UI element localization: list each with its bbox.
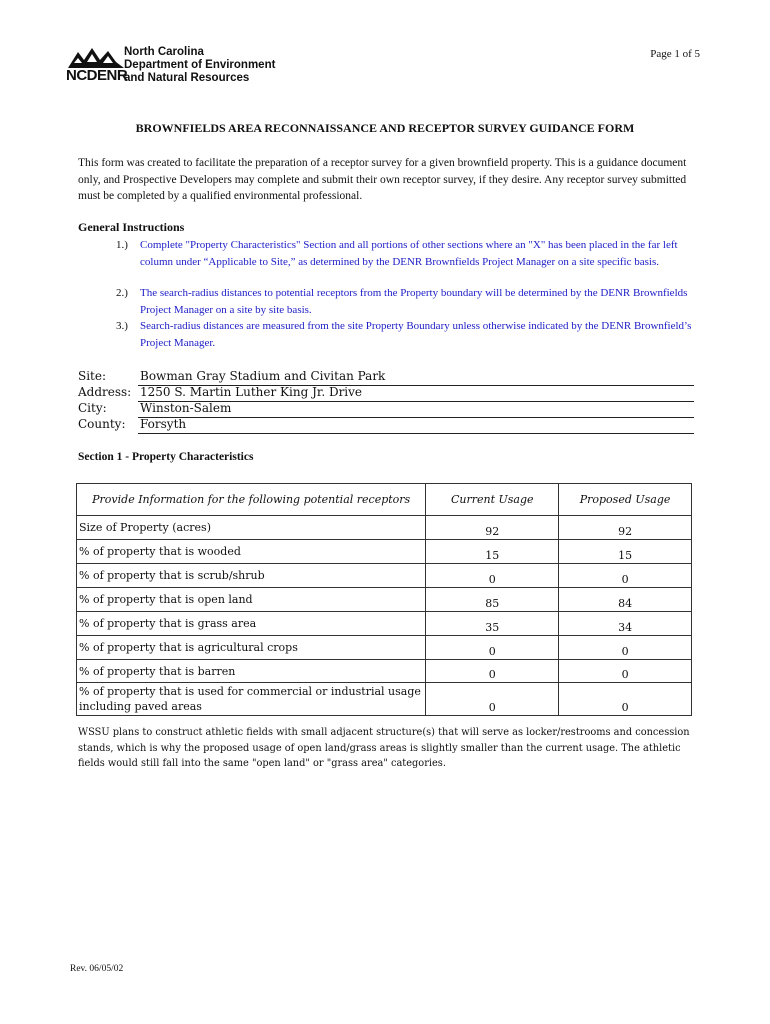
intro-paragraph: This form was created to facilitate the preparation of a receptor survey for a given brownfield property. This is a guidance document only, and Prospective Developers may complete and submit their own receptor survey, if they desire. Any receptor survey submitted must be completed by a qualified environmental professional. xyxy=(78,157,687,202)
city-row: City: Winston-Salem xyxy=(78,401,693,417)
column-header-receptor: Provide Information for the following potential receptors xyxy=(77,484,426,516)
instruction-item: 3.) Search-radius distances are measured from the site Property Boundary unless otherwise indicated by the DENR Brownfield’s Project Manager. xyxy=(116,320,692,349)
form-title: BROWNFIELDS AREA RECONNAISSANCE AND RECEPTOR SURVEY GUIDANCE FORM xyxy=(135,121,635,135)
mountain-logo-icon xyxy=(68,46,124,68)
site-row: Site: Bowman Gray Stadium and Civitan Park xyxy=(78,369,693,385)
table-row: % of property that is scrub/shrub 0 0 xyxy=(77,564,692,588)
table-row: % of property that is grass area 35 34 xyxy=(77,612,692,636)
table-row: % of property that is agricultural crops 0 0 xyxy=(77,636,692,660)
instruction-item: 1.) Complete "Property Characteristics" Section and all portions of other sections where an "X" has been placed in the far left column under “Applicable to Site,” as determined by the DENR Brownfields Project Manager on a site specific basis. xyxy=(116,239,678,268)
table-row: % of property that is barren 0 0 xyxy=(77,660,692,683)
general-instructions-heading: General Instructions xyxy=(78,220,185,234)
column-header-proposed: Proposed Usage xyxy=(559,484,692,516)
agency-name: North Carolina Department of Environment and Natural Resources xyxy=(124,46,276,84)
address-row: Address: 1250 S. Martin Luther King Jr. Drive xyxy=(78,385,693,401)
agency-abbreviation: NCDENR xyxy=(66,67,128,84)
table-row: % of property that is used for commercial or industrial usage including paved areas 0 0 xyxy=(77,683,692,716)
underline xyxy=(138,433,694,434)
county-row: County: Forsyth xyxy=(78,417,693,433)
table-header-row xyxy=(77,484,692,516)
agency-logo xyxy=(66,46,286,88)
column-header-current: Current Usage xyxy=(426,484,559,516)
usage-note: WSSU plans to construct athletic fields with small adjacent structure(s) that will serve as locker/restrooms and concession stands, which is why the proposed usage of open land/grass areas is slightly smaller than the current usage. The athletic fields would still fall into the same "open land" or "grass area" categories. xyxy=(78,727,690,769)
page-number: Page 1 of 5 xyxy=(650,48,700,60)
property-characteristics-table xyxy=(76,483,692,716)
revision-date: Rev. 06/05/02 xyxy=(70,964,124,974)
table-row: % of property that is wooded 15 15 xyxy=(77,540,692,564)
table-row: % of property that is open land 85 84 xyxy=(77,588,692,612)
table-row: Size of Property (acres) 92 92 xyxy=(77,516,692,540)
section-1-heading: Section 1 - Property Characteristics xyxy=(78,451,254,463)
instruction-item: 2.) The search-radius distances to potential receptors from the Property boundary will be determined by the DENR Brownfields Project Manager on a site by site basis. xyxy=(116,287,688,316)
